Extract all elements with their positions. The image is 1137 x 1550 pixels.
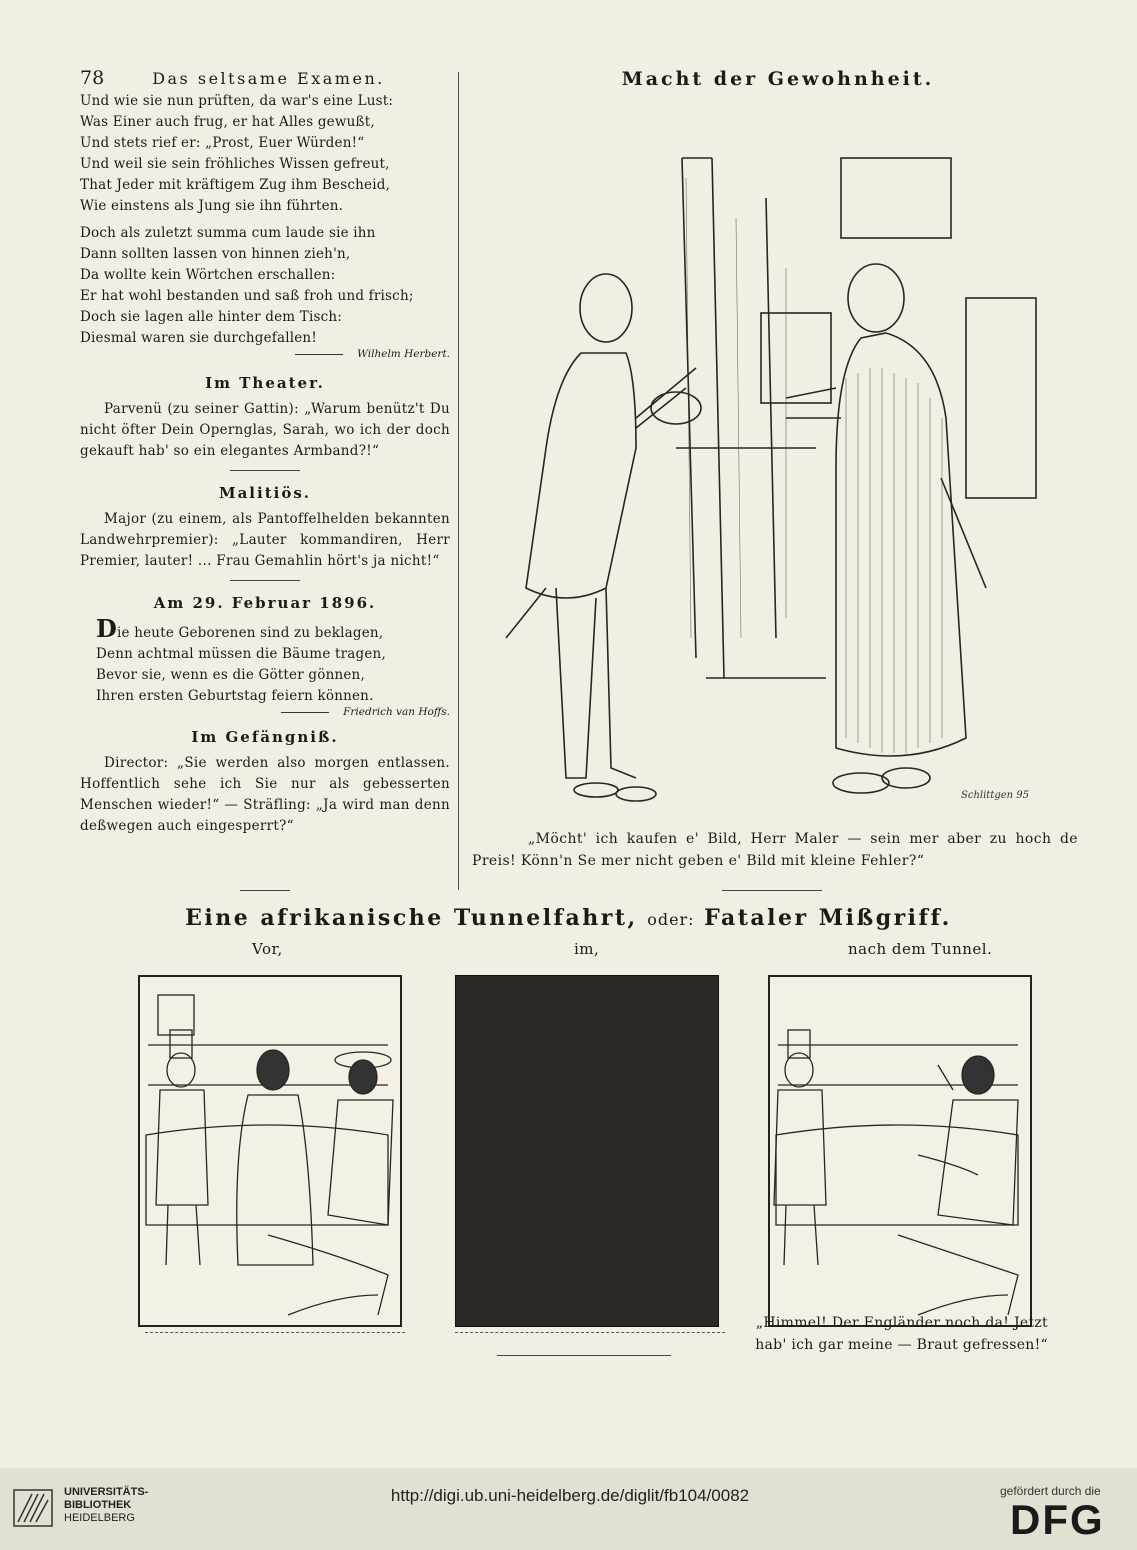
section-text-malitioes: Major (zu einem, als Pantoffelhelden bekannten Landwehrpremier): „Lauter kommandiren, Herr Premier, lauter! ... Frau Gemahlin hört's ja nicht!“	[80, 511, 450, 569]
library-name-line3: HEIDELBERG	[64, 1512, 135, 1524]
dash-line	[455, 1332, 725, 1334]
februar-author: Friedrich van Hoffs.	[80, 705, 450, 719]
strip-caption: „Himmel! Der Engländer noch da! Jetzt hab' ich gar meine — Braut gefressen!“	[755, 1315, 1048, 1353]
strip-title-oder: oder:	[647, 910, 695, 929]
poem-author: Wilhelm Herbert.	[80, 347, 450, 361]
strip-title-part2: Fataler Mißgriff.	[704, 905, 952, 931]
university-library-logo-icon	[12, 1486, 56, 1530]
dfg-logo: DFG	[1010, 1496, 1105, 1543]
illustration-painter-and-buyer	[486, 118, 1046, 820]
panel-label-before: Vor,	[252, 940, 283, 958]
divider	[722, 890, 822, 891]
strip-title	[60, 905, 1077, 931]
poem-stanza-2: Doch als zuletzt summa cum laude sie ihn Dann sollten lassen von hinnen zieh'n, Da wollte kein Wörtchen erschallen: Er hat wohl bestanden und saß froh und frisch; Doch sie lagen alle hinter dem Tisch: Diesmal waren sie durchgefallen!	[80, 225, 414, 346]
library-name-line2: BIBLIOTHEK	[64, 1499, 132, 1511]
funding-note: gefördert durch die	[1000, 1484, 1101, 1498]
section-text-theater: Parvenü (zu seiner Gattin): „Warum benütz't Du nicht öfter Dein Opernglas, Sarah, wo ich der doch gekauft hab' so ein elegantes Armband?!“	[80, 401, 450, 459]
comic-panel-before-tunnel	[138, 975, 402, 1327]
comic-panel-after-tunnel	[768, 975, 1032, 1327]
artist-signature: Schlittgen 95	[961, 790, 1029, 801]
februar-verse: ie heute Geborenen sind zu beklagen, Denn achtmal müssen die Bäume tragen, Bevor sie, wenn es die Götter gönnen, Ihren ersten Geburtstag feiern können.	[96, 625, 386, 704]
comic-panel-in-tunnel	[455, 975, 719, 1327]
library-name-line1: UNIVERSITÄTS-	[64, 1486, 149, 1498]
panel-label-after: nach dem Tunnel.	[848, 940, 993, 958]
dash-line	[145, 1332, 405, 1334]
illustration-title: Macht der Gewohnheit.	[621, 68, 935, 90]
section-title-februar: Am 29. Februar 1896.	[153, 594, 377, 612]
column-rule	[458, 72, 459, 890]
strip-title-part1: Eine afrikanische Tunnelfahrt,	[185, 905, 638, 931]
illustration-caption: „Möcht' ich kaufen e' Bild, Herr Maler — sein mer aber zu hoch de Preis! Könn'n Se mer nicht geben e' Bild mit kleine Fehler?“	[472, 831, 1078, 869]
permalink[interactable]: http://digi.ub.uni-heidelberg.de/diglit/fb104/0082	[390, 1486, 750, 1505]
divider	[230, 470, 300, 471]
divider	[240, 890, 290, 891]
section-title-gefaengnis: Im Gefängniß.	[191, 728, 339, 746]
section-title-malitioes: Malitiös.	[218, 484, 312, 502]
digitization-footer	[0, 1468, 1137, 1550]
divider	[497, 1355, 671, 1356]
page-header	[80, 68, 450, 89]
running-header: Das seltsame Examen.	[152, 69, 385, 88]
left-column	[80, 68, 450, 837]
section-title-theater: Im Theater.	[205, 374, 325, 392]
drop-initial: D	[96, 614, 118, 643]
poem-stanza-1: Und wie sie nun prüften, da war's eine Lust: Was Einer auch frug, er hat Alles gewußt, Und stets rief er: „Prost, Euer Würden!“ Und weil sie sein fröhliches Wissen gefreut, That Jeder mit kräftigem Zug ihm Bescheid, Wie einstens als Jung sie ihn führten.	[80, 93, 394, 214]
panel-label-during: im,	[574, 940, 600, 958]
divider	[230, 580, 300, 581]
library-name	[64, 1486, 148, 1525]
section-text-gefaengnis: Director: „Sie werden also morgen entlassen. Hoffentlich sehe ich Sie nur als gebesserten Menschen wieder!“ — Sträfling: „Ja wird man denn deßwegen auch eingesperrt?“	[80, 755, 450, 834]
section-text-februar	[80, 614, 450, 707]
page-number: 78	[80, 67, 105, 89]
